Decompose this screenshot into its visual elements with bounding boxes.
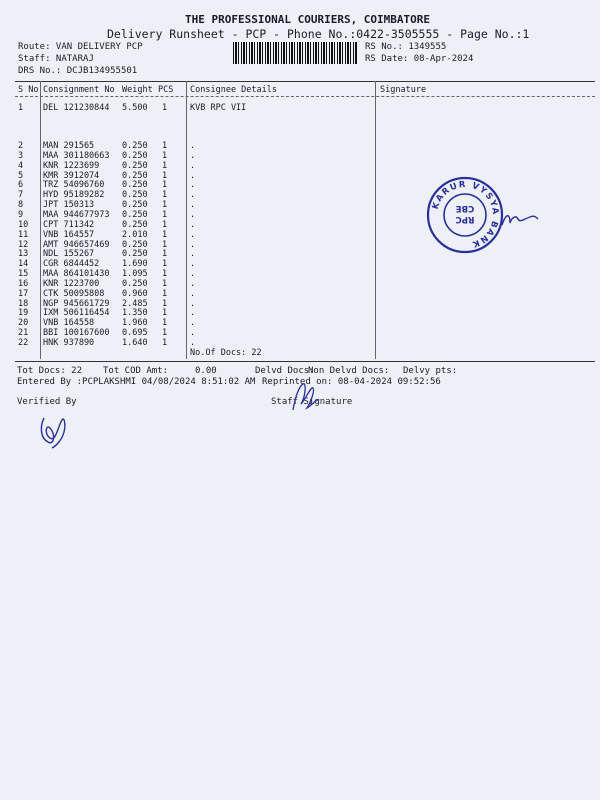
cell-consignee: . (190, 278, 196, 289)
route-label: Route: VAN DELIVERY PCP (18, 42, 143, 52)
delvd-docs: Delvd Docs: (255, 366, 315, 376)
tot-cod-value: 0.00 (195, 366, 217, 376)
cell-pcs: 1 (162, 308, 168, 319)
cell-sno: 20 (18, 318, 29, 329)
staff-signature-label: Staff Signature (271, 397, 353, 407)
cell-consignment: MAA 864101430 (43, 269, 110, 280)
cell-pcs: 1 (162, 150, 168, 161)
cell-pcs: 1 (162, 229, 168, 240)
non-delvd-docs: Non Delvd Docs: (308, 366, 390, 376)
delvy-pts: Delvy pts: (403, 366, 458, 376)
cell-consignment: NGP 945661729 (43, 298, 110, 309)
cell-pcs: 1 (162, 298, 168, 309)
table-row (0, 299, 600, 309)
cell-weight: 0.250 (122, 249, 148, 260)
cell-sno: 18 (18, 298, 29, 309)
cell-consignee: . (190, 160, 196, 171)
cell-consignee: . (190, 180, 196, 191)
cell-consignee: . (190, 200, 196, 211)
cell-weight: 1.095 (122, 269, 148, 280)
table-row (0, 269, 600, 279)
cell-consignee: . (190, 308, 196, 319)
cell-sno: 10 (18, 219, 29, 230)
cell-pcs: 1 (162, 249, 168, 260)
verified-signature-scribble (36, 412, 72, 452)
cell-pcs: 1 (162, 219, 168, 230)
cell-pcs: 1 (162, 338, 168, 348)
cell-weight: 0.960 (122, 288, 148, 299)
cell-consignee: . (190, 249, 196, 260)
entered-by: Entered By :PCPLAKSHMI 04/08/2024 8:51:02 AM (17, 377, 256, 387)
cell-sno: 11 (18, 229, 29, 240)
col-weight: Weight (122, 85, 153, 95)
cell-pcs: 1 (162, 141, 168, 151)
cell-pcs: 1 (162, 239, 168, 250)
table-row (0, 279, 600, 289)
table-row (0, 161, 600, 171)
cell-consignment: HNK 937890 (43, 338, 95, 348)
cell-consignment: AMT 946657469 (43, 239, 110, 250)
cell-sno: 21 (18, 328, 29, 339)
col-sno: S No (18, 85, 39, 95)
runsheet-subtitle: Delivery Runsheet - PCP - Phone No.:0422-3505555 - Page No.:1 (107, 27, 530, 41)
cell-consignee: . (190, 219, 196, 230)
cell-consignment: IXM 506116454 (43, 308, 110, 319)
cell-weight: 1.350 (122, 308, 148, 319)
cell-consignee: . (190, 209, 196, 220)
cell-consignment: KNR 1223700 (43, 278, 100, 289)
cell-sno: 19 (18, 308, 29, 319)
cell-weight: 0.250 (122, 209, 148, 220)
cell-sno: 4 (18, 160, 24, 171)
table-row (0, 171, 600, 181)
rs-date: RS Date: 08-Apr-2024 (365, 54, 474, 64)
cell-sno: 7 (18, 190, 24, 201)
cell-weight: 0.695 (122, 328, 148, 339)
cell-weight: 1.690 (122, 259, 148, 270)
cell-sno: 6 (18, 180, 24, 191)
cell-pcs: 1 (162, 318, 168, 329)
rs-number: RS No.: 1349555 (365, 42, 447, 52)
cell-consignment: CGR 6844452 (43, 259, 100, 270)
cell-pcs: 1 (162, 328, 168, 339)
cell-weight: 0.250 (122, 160, 148, 171)
drs-number: DRS No.: DCJB134955501 (18, 66, 138, 76)
cell-consignee: . (190, 190, 196, 201)
cell-pcs: 1 (162, 209, 168, 220)
col-consignment: Consignment No (43, 85, 115, 95)
table-row (0, 249, 600, 259)
cell-pcs: 1 (162, 160, 168, 171)
cell-pcs: 1 (162, 278, 168, 289)
cell-consignment: MAN 291565 (43, 141, 95, 151)
stamp-outer-text: KARUR VYSYA BANK (430, 179, 501, 250)
staff-label: Staff: NATARAJ (18, 54, 94, 64)
cell-pcs: 1 (162, 288, 168, 299)
cell-weight: 0.250 (122, 150, 148, 161)
verified-by: Verified By (17, 397, 77, 407)
cell-weight: 1.960 (122, 318, 148, 329)
cell-consignee: . (190, 269, 196, 280)
cell-weight: 0.250 (122, 239, 148, 250)
cell-consignment: VNB 164558 (43, 318, 95, 329)
cell-consignee: . (190, 170, 196, 181)
barcode (233, 42, 358, 64)
cell-weight: 2.010 (122, 229, 148, 240)
cell-consignment: DEL 121230844 (43, 103, 110, 113)
cell-consignee: . (190, 141, 196, 151)
table-row (0, 328, 600, 338)
cell-pcs: 1 (162, 190, 168, 201)
cell-consignment: HYD 95189282 (43, 190, 105, 201)
col-signature: Signature (380, 85, 427, 95)
signature-mark (500, 205, 540, 235)
cell-sno: 3 (18, 150, 24, 161)
header-bottom-rule (15, 96, 595, 97)
cell-sno: 9 (18, 209, 24, 220)
cell-sno: 2 (18, 141, 24, 151)
cell-weight: 2.485 (122, 298, 148, 309)
cell-consignment: KNR 1223699 (43, 160, 100, 171)
cell-consignment: MAA 301180663 (43, 150, 110, 161)
cell-sno: 17 (18, 288, 29, 299)
cell-weight: 5.500 (122, 103, 148, 113)
cell-consignee: . (190, 288, 196, 299)
table-row (0, 141, 600, 151)
tot-docs: Tot Docs: 22 (17, 366, 83, 376)
company-title: THE PROFESSIONAL COURIERS, COIMBATORE (185, 13, 431, 26)
tot-cod-label: Tot COD Amt: (103, 366, 169, 376)
table-row (0, 289, 600, 299)
cell-consignee: . (190, 328, 196, 339)
cell-weight: 0.250 (122, 141, 148, 151)
cell-consignee: . (190, 239, 196, 250)
table-row (0, 259, 600, 269)
cell-sno: 12 (18, 239, 29, 250)
table-row (0, 240, 600, 250)
cell-weight: 1.640 (122, 338, 148, 348)
header-top-rule (15, 81, 595, 82)
cell-pcs: 1 (162, 200, 168, 211)
cell-weight: 0.250 (122, 278, 148, 289)
stamp-cbe: CBE (455, 203, 475, 213)
cell-sno: 5 (18, 170, 24, 181)
cell-consignment: CTK 50095808 (43, 288, 105, 299)
bank-stamp (425, 175, 505, 255)
table-row (0, 308, 600, 318)
cell-consignee: . (190, 318, 196, 329)
col-pcs: PCS (158, 85, 174, 95)
cell-pcs: 1 (162, 259, 168, 270)
cell-consignment: JPT 150313 (43, 200, 95, 211)
table-row (0, 318, 600, 328)
cell-consignee: . (190, 229, 196, 240)
table-row (0, 180, 600, 190)
table-header (0, 85, 600, 95)
cell-weight: 0.250 (122, 180, 148, 191)
cell-pcs: 1 (162, 180, 168, 191)
cell-consignment: BBI 100167600 (43, 328, 110, 339)
staff-signature-scribble (285, 378, 325, 418)
stamp-rpc: RPC (455, 214, 475, 224)
docs-count: No.Of Docs: 22 (190, 348, 262, 358)
cell-sno: 1 (18, 103, 24, 113)
cell-weight: 0.250 (122, 170, 148, 181)
cell-consignment: CPT 711342 (43, 219, 95, 230)
cell-sno: 16 (18, 278, 29, 289)
footer-rule (15, 361, 595, 362)
cell-consignment: VNB 164557 (43, 229, 95, 240)
cell-consignee: . (190, 150, 196, 161)
cell-weight: 0.250 (122, 190, 148, 201)
cell-pcs: 1 (162, 103, 168, 113)
cell-consignee: . (190, 259, 196, 270)
cell-weight: 0.250 (122, 219, 148, 230)
table-row (0, 190, 600, 200)
table-row (0, 103, 600, 113)
cell-consignment: KMR 3912074 (43, 170, 100, 181)
cell-pcs: 1 (162, 269, 168, 280)
cell-consignee: KVB RPC VII (190, 103, 247, 113)
cell-consignment: TRZ 54096760 (43, 180, 105, 191)
cell-consignee: . (190, 298, 196, 309)
reprinted-on: Reprinted on: 08-04-2024 09:52:56 (262, 377, 441, 387)
cell-sno: 8 (18, 200, 24, 211)
cell-consignment: NDL 155267 (43, 249, 95, 260)
cell-sno: 22 (18, 338, 29, 348)
cell-sno: 15 (18, 269, 29, 280)
table-row (0, 338, 600, 348)
col-consignee: Consignee Details (190, 85, 277, 95)
cell-sno: 14 (18, 259, 29, 270)
cell-weight: 0.250 (122, 200, 148, 211)
cell-sno: 13 (18, 249, 29, 260)
cell-consignee: . (190, 338, 196, 348)
cell-pcs: 1 (162, 170, 168, 181)
cell-consignment: MAA 944677973 (43, 209, 110, 220)
table-row (0, 151, 600, 161)
